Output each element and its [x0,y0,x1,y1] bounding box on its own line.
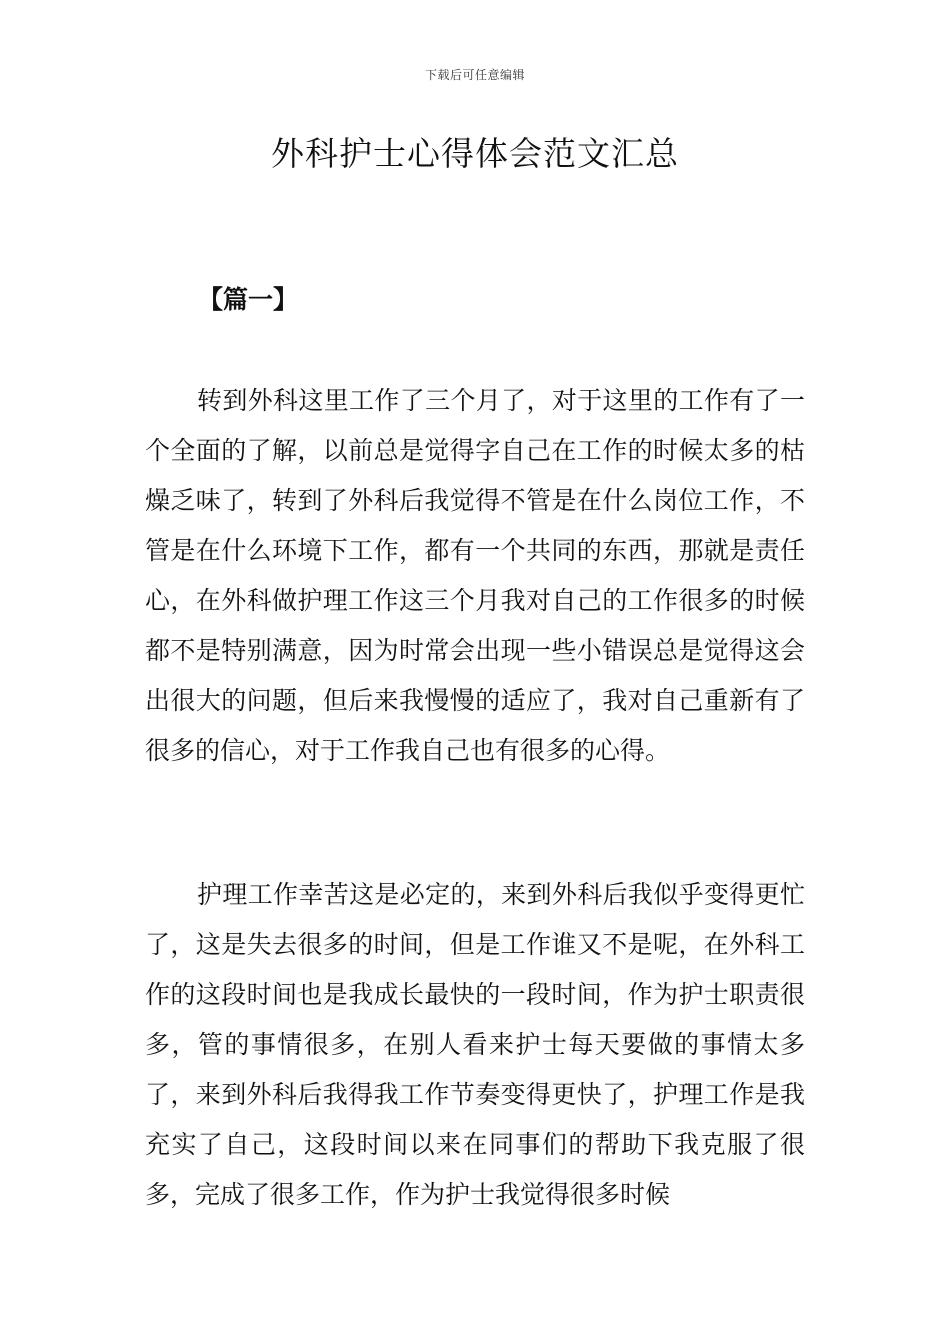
body-paragraph: 转到外科这里工作了三个月了，对于这里的工作有了一个全面的了解，以前总是觉得字自己在工作的时候太多的枯燥乏味了，转到了外科后我觉得不管是在什么岗位工作，不管是在什么环境下工作，都有一个共同的东西，那就是责任心，在外科做护理工作这三个月我对自己的工作很多的时候都不是特别满意，因为时常会出现一些小错误总是觉得这会出很大的问题，但后来我慢慢的适应了，我对自己重新有了很多的信心，对于工作我自己也有很多的心得。 [145,386,805,765]
header-note: 下载后可任意编辑 [424,68,525,82]
document-title: 外科护士心得体会范文汇总 [271,134,679,173]
body-paragraph: 护理工作幸苦这是必定的，来到外科后我似乎变得更忙了，这是失去很多的时间，但是工作谁又不是呢，在外科工作的这段时间也是我成长最快的一段时间，作为护士职责很多，管的事情很多，在别人看来护士每天要做的事情太多了，来到外科后我得我工作节奏变得更快了，护理工作是我充实了自己，这段时间以来在同事们的帮助下我克服了很多，完成了很多工作，作为护士我觉得很多时候 [145,880,805,1209]
section-label: 【篇一】 [198,285,299,314]
